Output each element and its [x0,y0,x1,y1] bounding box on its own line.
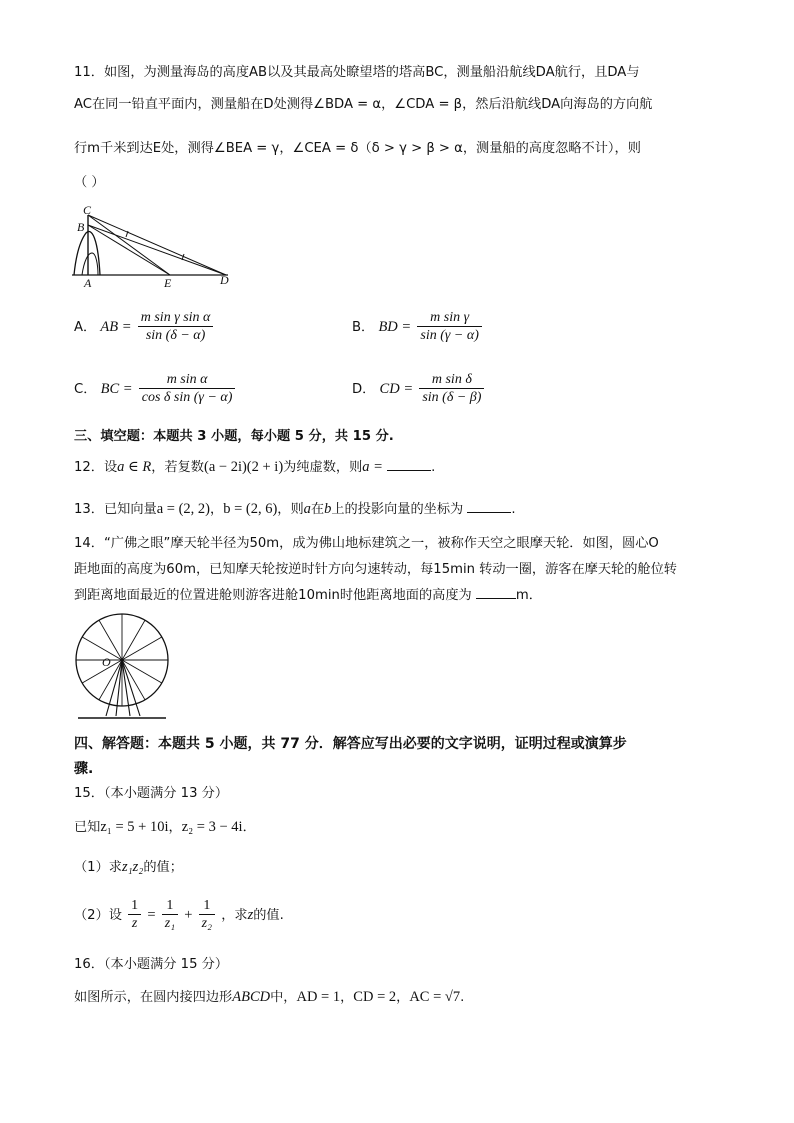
q16-text: 如图所示，在圆内接四边形ABCD中，AD = 1，CD = 2，AC = √7. [74,989,465,1005]
option-b-denominator: sin (γ − α) [420,328,479,343]
label-c: C [83,205,92,217]
option-d-letter: D． [352,382,376,397]
ferris-wheel-figure [70,612,174,722]
option-c-letter: C． [74,382,97,397]
q15-part-2: （2）设 $\frac{1}{z}$ = $\frac{1}{\text{z₁}}$ + $\frac{1}{\text{z₂}}$ ，求z的值. [74,898,284,931]
option-c[interactable] [74,372,237,406]
option-d[interactable] [352,372,486,406]
option-c-numerator: m sin α [139,372,236,389]
section-3-title: 三、填空题：本题共 3 小题，每小题 5 分，共 15 分. [74,429,394,444]
option-c-denominator: cos δ sin (γ − α) [141,390,233,405]
island-inner-arc [82,253,98,275]
section-4-title-line-1: 四、解答题：本题共 5 小题，共 77 分．解答应写出必要的文字说明，证明过程或演算步 [74,736,627,752]
label-e: E [164,276,172,289]
q11-line-2: AC在同一铅直平面内，测量船在D处测得∠BDA = α，∠CDA = β，然后沿航线DA向海岛的方向航 [74,97,653,112]
label-b: B [77,220,85,234]
option-b-fraction [417,310,481,344]
q15-given: 已知z₁ = 5 + 10i，z₂ = 3 − 4i． [74,819,256,835]
option-a-fraction [138,310,214,344]
option-c-lhs: BC = [100,381,133,397]
label-a: A [84,276,92,289]
q11-answer-paren: （ ） [74,175,105,190]
option-c-fraction [139,372,236,406]
option-d-numerator: m sin δ [419,372,484,389]
option-d-fraction [419,372,484,406]
q11-line-1: 11．如图，为测量海岛的高度AB以及其最高处瞭望塔的塔高BC，测量船沿航线DA航行，且DA与 [74,65,640,80]
q12: 12．设a ∈ R，若复数(a − 2i)(2 + i)为纯虚数，则a = . [74,459,436,475]
q13: 13．已知向量a = (2, 2)，b = (2, 6)，则a在b上的投影向量的坐标为 . [74,501,516,517]
section-4-title-line-2: 骤. [74,761,94,777]
q16-header: 16．（本小题满分 15 分） [74,957,229,972]
island-outline [74,232,100,275]
q15-part-1: （1）求z₁z₂的值； [74,859,183,875]
q11-line-3: 行m千米到达E处，测得∠BEA = γ，∠CEA = δ（δ > γ > β > α，测量船的高度忽略不计），则 [74,141,641,156]
option-b-lhs: BD = [378,319,412,335]
option-b-numerator: m sin γ [417,310,481,327]
option-a-letter: A． [74,320,97,335]
option-a-numerator: m sin γ sin α [138,310,214,327]
q14-line-2: 距地面的高度为60m，已知摩天轮按逆时针方向匀速转动，每15min 转动一圈，游客在摩天轮的舱位转 [74,562,677,577]
label-d: D [220,273,229,287]
option-a[interactable] [74,310,215,344]
q14-line-3: 到距离地面最近的位置进舱则游客进舱10min时他距离地面的高度为 m． [74,588,542,603]
support-leg [122,660,130,716]
option-a-lhs: AB = [100,319,132,335]
q12-answer-blank[interactable] [387,458,431,471]
option-d-denominator: sin (δ − β) [422,390,482,405]
q14-line-1: 14．“广佛之眼”摩天轮半径为50m，成为佛山地标建筑之一，被称作天空之眼摩天轮．如图，圆心O [74,536,659,551]
center-label-o: O [102,655,111,669]
q11-figure [66,205,242,289]
option-b-letter: B． [352,320,375,335]
q14-answer-blank[interactable] [476,586,516,599]
q15-header: 15．（本小题满分 13 分） [74,786,229,801]
option-b[interactable] [352,310,484,344]
q13-answer-blank[interactable] [467,500,511,513]
option-d-lhs: CD = [379,381,414,397]
option-a-denominator: sin (δ − α) [145,328,206,343]
